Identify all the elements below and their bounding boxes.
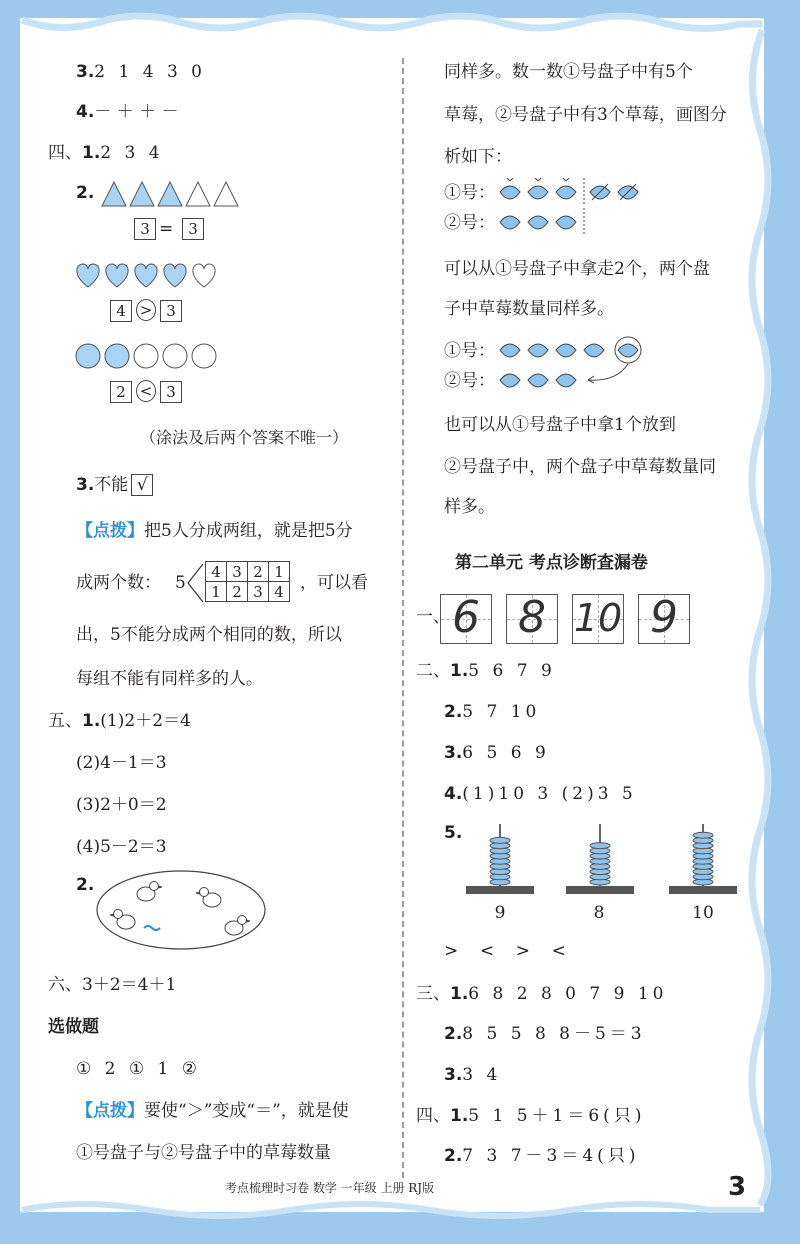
left-s4-q2-number: 2. [76, 183, 95, 203]
left-s3-q4 [76, 101, 179, 123]
split-row-bottom [206, 582, 290, 602]
left-s6: 六、3＋2＝4＋1 [48, 975, 177, 995]
question-number: 4. [444, 784, 463, 804]
compare-box-b: 3 [182, 218, 204, 240]
question-number: 1. [450, 984, 469, 1004]
chick-icon [137, 882, 162, 902]
right-line7: ②号盘子中，两个盘子中草莓数量同 [444, 457, 716, 477]
split-table [205, 561, 290, 602]
question-number: 1. [82, 143, 101, 163]
u3-q1 [416, 983, 667, 1005]
compare-signs: > < > < [444, 941, 566, 961]
right-line2: 草莓，②号盘子中有3个草莓，画图分 [444, 105, 727, 125]
right-line1: 同样多。数一数①号盘子中有5个 [444, 62, 693, 82]
question-number: 3. [76, 475, 95, 495]
triangle-filled [130, 182, 154, 206]
handwritten-digit: 6 [452, 592, 480, 643]
heart-empty [193, 264, 215, 287]
abacus-bead [490, 837, 510, 843]
strawberry-icon [500, 178, 520, 199]
compare-box-b: 3 [160, 300, 182, 322]
abacus-bead [693, 832, 713, 838]
tip1-line3: 出，5不能分成两个相同的数，所以 [76, 625, 342, 645]
question-number: 1. [450, 661, 469, 681]
column-divider [402, 58, 404, 1178]
left-s3-q3 [76, 61, 206, 83]
handwritten-digit: 8 [518, 592, 546, 643]
strawberry-crossed-icon [618, 184, 638, 200]
question-number: 3. [76, 62, 95, 82]
u2-q5-number: 5. [444, 823, 463, 843]
answer-text: 7 3 7－3＝4(只) [462, 1146, 640, 1166]
strawberries-plate2 [496, 208, 596, 236]
s5-item: (4)5－2＝3 [76, 837, 167, 857]
answer-text: 6 5 6 9 [462, 743, 550, 763]
tip1-line2b: ，可以看 [300, 573, 368, 593]
left-s5-q2-number: 2. [76, 875, 95, 895]
unit-title: 第二单元 考点诊断查漏卷 [455, 553, 648, 573]
abacus-base [669, 886, 737, 894]
strawberry-icon [528, 344, 548, 357]
heart-filled [164, 264, 186, 287]
answer-text: 5 6 7 9 [468, 661, 556, 681]
answer-text: 2 3 4 [100, 143, 164, 163]
strawberry-crossed-icon [590, 184, 610, 200]
strawberries-plate1 [496, 178, 646, 206]
abacus-label: 8 [593, 903, 605, 923]
section-label: 二、 [416, 661, 450, 681]
split-number: 5 [175, 573, 186, 593]
heart-filled [77, 264, 99, 287]
circle-empty [163, 344, 187, 368]
abacus-figure [460, 822, 750, 900]
strawberry-icon [556, 216, 576, 229]
chick-icon [110, 910, 135, 930]
plate3-label: ①号： [444, 341, 495, 361]
triangle-empty [214, 182, 238, 206]
chick-icon [196, 888, 221, 908]
compare-sign-circled: < [136, 380, 156, 402]
heart-filled [135, 264, 157, 287]
answer-text: － ＋ ＋ － [94, 102, 179, 122]
u3-q2 [444, 1023, 646, 1045]
strawberry-icon [528, 178, 548, 199]
compare-box-a: 3 [134, 218, 156, 240]
answer-text: (1)10 3 (2)3 5 [462, 784, 637, 804]
tip1-line4: 每组不能有同样多的人。 [76, 669, 263, 689]
handwriting-box [572, 594, 624, 644]
abacus-base [466, 886, 534, 894]
u4-q2 [444, 1145, 639, 1167]
right-line6: 也可以从①号盘子中拿1个放到 [444, 415, 676, 435]
left-s5-q1 [48, 710, 191, 732]
answer-text: 3 4 [462, 1065, 502, 1085]
right-line8: 样多。 [444, 497, 495, 517]
worm-icon [144, 926, 160, 930]
plate1-label: ①号： [444, 183, 495, 203]
handwritten-digit: 9 [650, 592, 678, 643]
triangle-filled [158, 182, 182, 206]
abacus-label: 9 [494, 903, 506, 923]
abacus-bead [590, 843, 610, 849]
note-text: （涂法及后两个答案不唯一） [140, 428, 349, 447]
check-box: √ [131, 474, 153, 496]
split-cell: 4 [206, 562, 227, 582]
heart-filled [106, 264, 128, 287]
section-label: 四、 [48, 143, 82, 163]
strawberry-icon [528, 374, 548, 387]
split-row-top [206, 562, 290, 582]
circle-empty [192, 344, 216, 368]
chick-icon [225, 916, 250, 936]
answer-text: 2 1 4 3 0 [94, 62, 206, 82]
strawberry-icon [528, 216, 548, 229]
compare-box-a: 2 [110, 381, 132, 403]
section-label: 四、 [416, 1106, 450, 1126]
elective-heading: 选做题 [48, 1017, 99, 1037]
tip-tag: 【点拨】 [76, 521, 144, 541]
s5-item: (3)2＋0＝2 [76, 795, 167, 815]
s5-item: (2)4－1＝3 [76, 753, 167, 773]
triangle-filled [102, 182, 126, 206]
question-number: 1. [82, 711, 101, 731]
circle-filled [105, 344, 129, 368]
triangles-figure [100, 178, 245, 208]
u1-label: 一、 [416, 607, 450, 627]
chicks-set-figure [94, 868, 268, 952]
strawberry-icon [500, 374, 520, 387]
section-label: 五、 [48, 711, 82, 731]
handwriting-box [638, 594, 690, 644]
strawberry-icon [556, 344, 576, 357]
right-line4: 可以从①号盘子中拿走2个，两个盘 [444, 259, 710, 279]
question-number: 1. [450, 1106, 469, 1126]
right-line3: 析如下： [444, 147, 512, 167]
left-s4-q3 [76, 474, 153, 496]
u4-q1 [416, 1105, 645, 1127]
page-number: 3 [728, 1172, 747, 1202]
split-cell: 4 [269, 582, 290, 602]
compare-sign: = [159, 219, 174, 239]
handwritten-digit: 10 [573, 596, 623, 640]
right-line5: 子中草莓数量同样多。 [444, 299, 614, 319]
plate2-label: ②号： [444, 213, 495, 233]
abacus-label: 10 [692, 903, 714, 923]
strawberry-icon [584, 344, 604, 357]
strawberry-icon [500, 344, 520, 357]
left-s4-q1 [48, 142, 164, 164]
u2-q2 [444, 701, 540, 723]
hearts-figure [74, 262, 224, 290]
tip1-line1 [76, 520, 353, 542]
question-number: 3. [444, 743, 463, 763]
question-number: 2. [444, 702, 463, 722]
u2-q4 [444, 783, 637, 805]
strawberry-icon [556, 178, 576, 199]
question-number: 3. [444, 1065, 463, 1085]
circles-figure [74, 342, 224, 370]
answer-text: 5 1 5＋1＝6(只) [468, 1106, 646, 1126]
tip1-line2a: 成两个数： [76, 573, 161, 593]
strawberry-icon [500, 216, 520, 229]
question-number: 4. [76, 102, 95, 122]
u2-q3 [444, 742, 550, 764]
circle-empty [134, 344, 158, 368]
plate4-label: ②号： [444, 371, 495, 391]
answer-text: 不能 [94, 475, 129, 495]
compare-sign-circled: > [136, 299, 156, 321]
strawberry-circled-icon [618, 344, 638, 357]
split-cell: 1 [206, 582, 227, 602]
footer-text: 考点梳理时习卷 数学 一年级 上册 RJ版 [225, 1181, 435, 1195]
triangle-empty [186, 182, 210, 206]
split-cell: 2 [248, 562, 269, 582]
split-bracket-icon [185, 560, 205, 606]
u3-q3 [444, 1064, 501, 1086]
answer-text: 6 8 2 8 0 7 9 10 [468, 984, 668, 1004]
tip2-line2: ①号盘子与②号盘子中的草莓数量 [76, 1143, 331, 1163]
compare-box-b: 3 [160, 381, 182, 403]
answer-text: 5 7 10 [462, 702, 541, 722]
tip-text: 要使“＞”变成“＝”，就是使 [144, 1101, 349, 1121]
split-cell: 3 [227, 562, 248, 582]
answer-text: 8 5 5 8 8－5＝3 [462, 1024, 646, 1044]
question-number: 2. [444, 1146, 463, 1166]
split-cell: 2 [227, 582, 248, 602]
handwriting-box [506, 594, 558, 644]
answer-text: (1)2＋2＝4 [100, 711, 191, 731]
split-cell: 1 [269, 562, 290, 582]
strawberry-icon [556, 374, 576, 387]
elective-answers: ① 2 ① 1 ② [76, 1059, 201, 1079]
handwriting-box [440, 594, 492, 644]
tip-tag: 【点拨】 [76, 1101, 144, 1121]
tip-text: 把5人分成两组，就是把5分 [144, 521, 353, 541]
u2-q1 [416, 660, 556, 682]
compare-box-a: 4 [110, 300, 132, 322]
question-number: 2. [444, 1024, 463, 1044]
circle-filled [76, 344, 100, 368]
abacus-base [566, 886, 634, 894]
split-cell: 3 [248, 582, 269, 602]
strawberries-plate4 [496, 366, 596, 394]
section-label: 三、 [416, 984, 450, 1004]
tip2-line1 [76, 1100, 349, 1122]
